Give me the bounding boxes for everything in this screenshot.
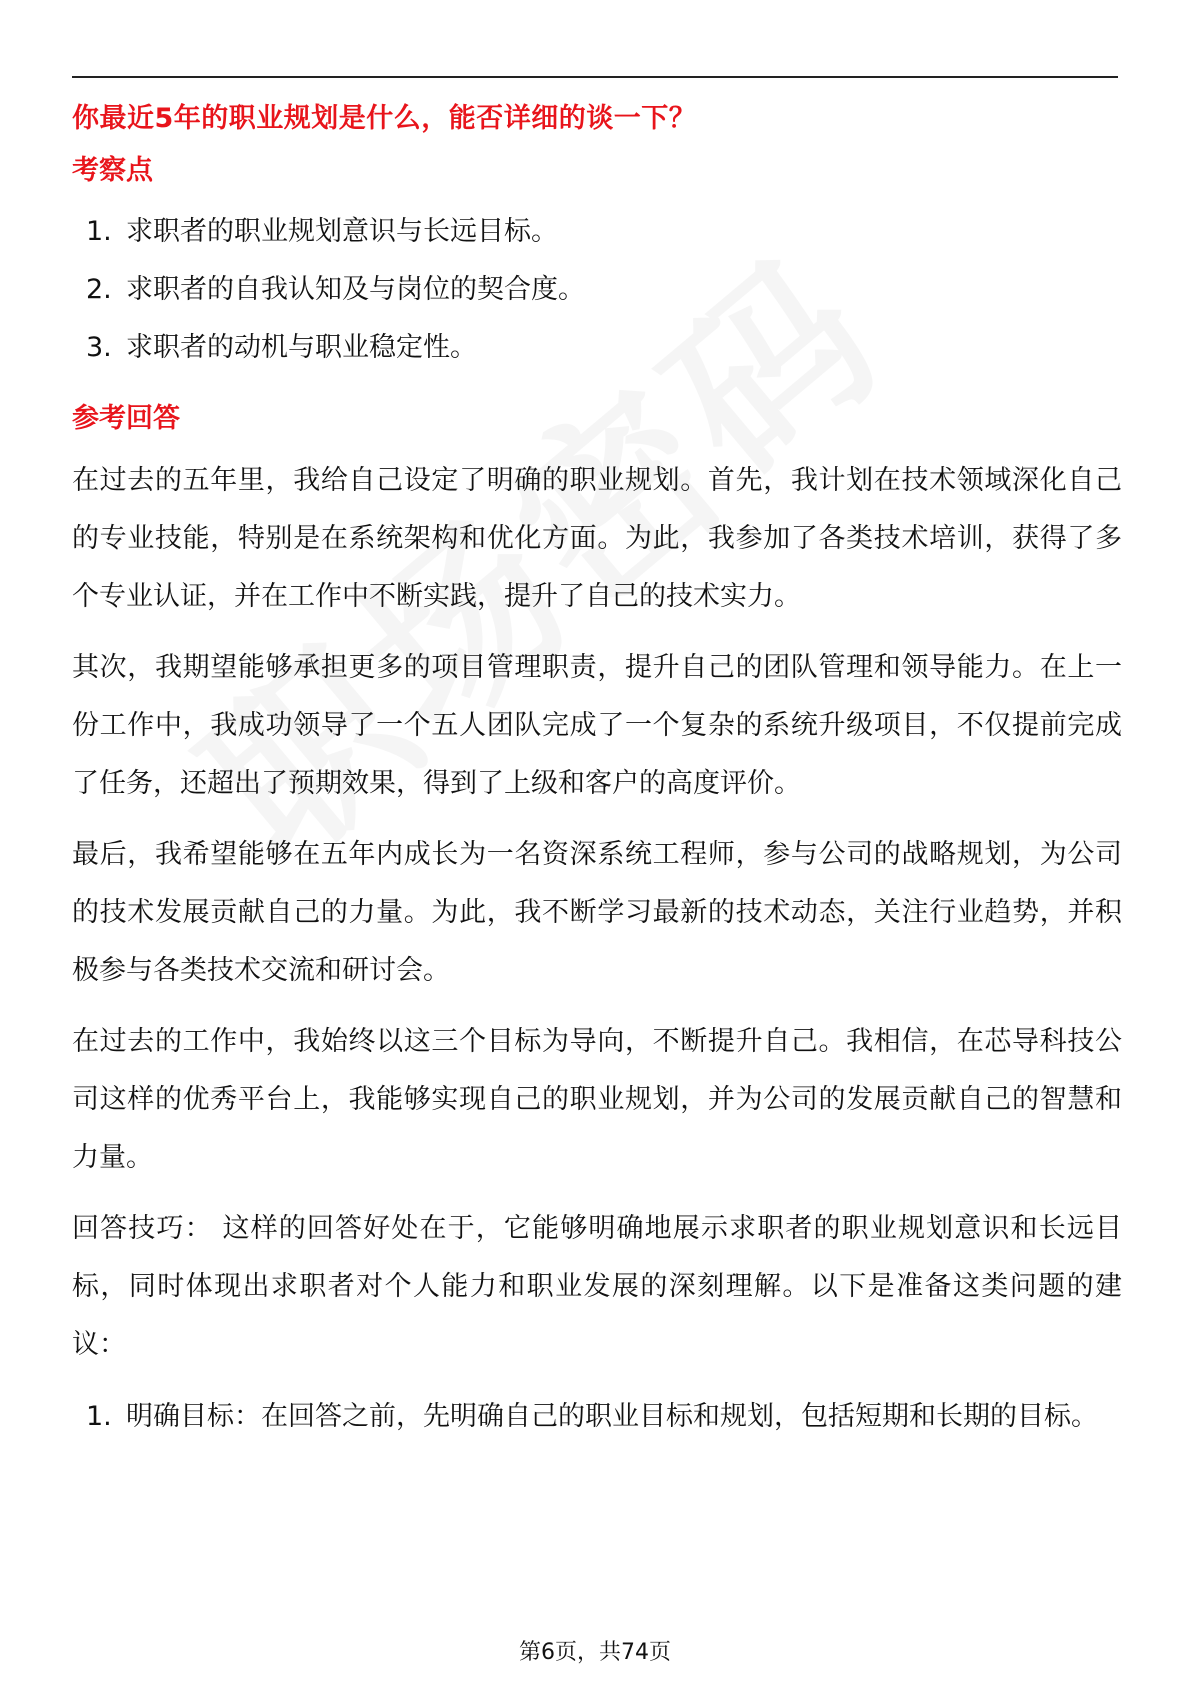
tips-intro-paragraph: 回答技巧： 这样的回答好处在于，它能够明确地展示求职者的职业规划意识和长远目标，同时体现出求职者对个人能力和职业发展的深刻理解。以下是准备这类问题的建议： — [72, 1213, 1122, 1360]
top-divider — [72, 76, 1118, 78]
list-text: 求职者的动机与职业稳定性。 — [126, 332, 477, 363]
answer-paragraph: 在过去的工作中，我始终以这三个目标为导向，不断提升自己。我相信，在芯导科技公司这样的优秀平台上，我能够实现自己的职业规划，并为公司的发展贡献自己的智慧和力量。 — [72, 1026, 1122, 1173]
list-number: 1. — [86, 1401, 112, 1432]
focus-list — [72, 203, 1118, 377]
list-number: 1. — [86, 216, 112, 247]
list-text: 求职者的自我认知及与岗位的契合度。 — [126, 274, 585, 305]
list-item — [72, 319, 1118, 377]
tips-list — [72, 1388, 1118, 1446]
list-item — [72, 1388, 1118, 1446]
question-title: 你最近5年的职业规划是什么，能否详细的谈一下？ — [72, 103, 697, 134]
list-item — [72, 261, 1118, 319]
answer-paragraph: 在过去的五年里，我给自己设定了明确的职业规划。首先，我计划在技术领域深化自己的专业技能，特别是在系统架构和优化方面。为此，我参加了各类技术培训，获得了多个专业认证，并在工作中不断实践，提升了自己的技术实力。 — [72, 465, 1122, 612]
answer-paragraph: 其次，我期望能够承担更多的项目管理职责，提升自己的团队管理和领导能力。在上一份工作中，我成功领导了一个五人团队完成了一个复杂的系统升级项目，不仅提前完成了任务，还超出了预期效果，得到了上级和客户的高度评价。 — [72, 652, 1122, 799]
list-text: 明确目标：在回答之前，先明确自己的职业目标和规划，包括短期和长期的目标。 — [126, 1401, 1098, 1432]
focus-heading: 考察点 — [72, 155, 153, 186]
list-text: 求职者的职业规划意识与长远目标。 — [126, 216, 558, 247]
list-item — [72, 203, 1118, 261]
answer-heading: 参考回答 — [72, 403, 180, 434]
list-number: 3. — [86, 332, 112, 363]
page-footer: 第6页，共74页 — [519, 1640, 671, 1665]
answer-paragraph: 最后，我希望能够在五年内成长为一名资深系统工程师，参与公司的战略规划，为公司的技术发展贡献自己的力量。为此，我不断学习最新的技术动态，关注行业趋势，并积极参与各类技术交流和研讨会。 — [72, 839, 1122, 986]
list-number: 2. — [86, 274, 112, 305]
